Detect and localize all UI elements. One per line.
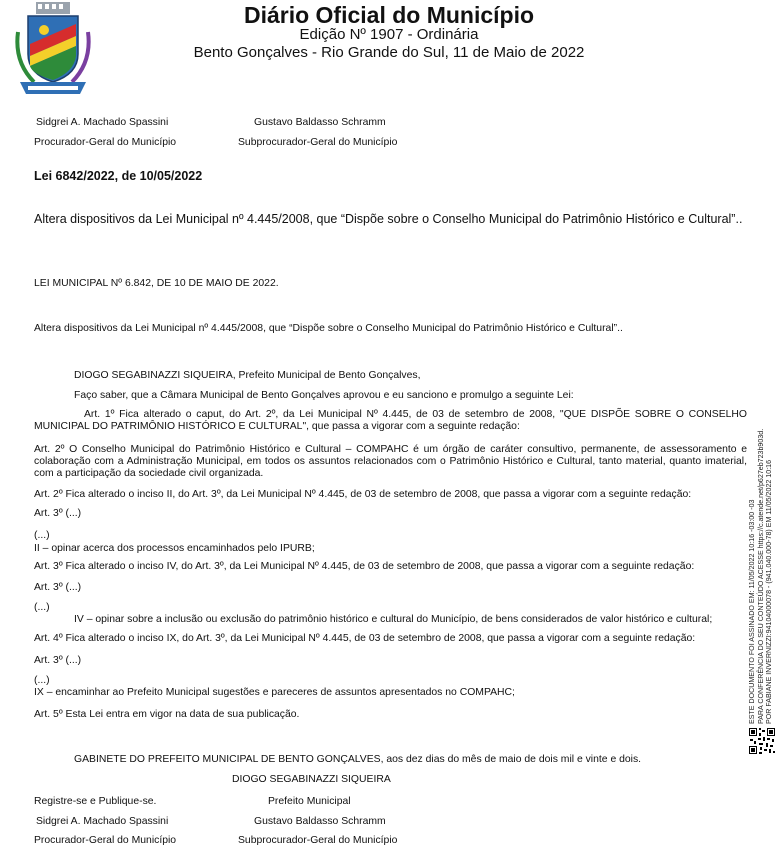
article-5: Art. 5º Esta Lei entra em vigor na data de sua publicação. xyxy=(34,709,300,720)
stamp-line-2: PARA CONFERÊNCIA DO SEU CONTEÚDO ACESSE https://c.atende.net/p627eb723b903d. xyxy=(756,428,765,724)
bottom-left-signer-name: Sidgrei A. Machado Spassini xyxy=(36,816,169,827)
article-3-ref-a: Art. 3º (...) xyxy=(34,508,82,519)
article-2-text: Art. 2º O Conselho Municipal do Patrimônio Histórico e Cultural – COMPAHC é um órgão de caráter consultivo, permanente, de assessoramento e colaboração com a Administração Municipal, em todos os assuntos relacionados com o Patrimônio Histórico e Cultural, tanto material, quanto imaterial, com a participação da sociedade civil organizada. xyxy=(34,444,747,479)
mayor-signature-title: Prefeito Municipal xyxy=(268,796,351,807)
bottom-left-signer-role: Procurador-Geral do Município xyxy=(34,835,177,846)
article-3-ref-b: Art. 3º (...) xyxy=(34,582,82,593)
mayor-line: DIOGO SEGABINAZZI SIQUEIRA, Prefeito Municipal de Bento Gonçalves, xyxy=(74,370,421,381)
decree-line: Faço saber, que a Câmara Municipal de Bento Gonçalves aprovou e eu sanciono e promulgo a seguinte Lei: xyxy=(74,390,574,401)
top-right-signer-role: Subprocurador-Geral do Município xyxy=(238,137,398,148)
ellipsis-a: (...) xyxy=(34,530,50,541)
article-2-amendment: Art. 2º Fica alterado o inciso II, do Art. 3º, da Lei Municipal Nº 4.445, de 03 de setembro de 2008, que passa a vigorar com a seguinte redação: xyxy=(34,489,692,500)
law-ementa: Altera dispositivos da Lei Municipal nº 4.445/2008, que “Dispõe sobre o Conselho Municipal do Patrimônio Histórico e Cultural”.. xyxy=(34,323,623,334)
inciso-ii: II – opinar acerca dos processos encaminhados pelo IPURB; xyxy=(34,543,315,554)
law-heading: Lei 6842/2022, de 10/05/2022 xyxy=(34,169,203,183)
law-summary: Altera dispositivos da Lei Municipal nº 4.445/2008, que “Dispõe sobre o Conselho Municipal do Patrimônio Histórico e Cultural”.. xyxy=(34,212,743,226)
stamp-line-3: POR FABIANE INVERNIZZI:94104000078 - (941.040.000-78) EM 11/05/2022 10:16 xyxy=(765,459,774,724)
bottom-right-signer-name: Gustavo Baldasso Schramm xyxy=(254,816,386,827)
gazette-title: Diário Oficial do Município xyxy=(243,2,535,28)
ellipsis-c: (...) xyxy=(34,675,50,686)
top-left-signer-role: Procurador-Geral do Município xyxy=(34,137,177,148)
closing-line: GABINETE DO PREFEITO MUNICIPAL DE BENTO GONÇALVES, aos dez dias do mês de maio de dois mil e vinte e dois. xyxy=(74,754,642,765)
location-date-line: Bento Gonçalves - Rio Grande do Sul, 11 de Maio de 2022 xyxy=(193,44,585,61)
top-left-signer-name: Sidgrei A. Machado Spassini xyxy=(36,117,169,128)
mayor-signature-name: DIOGO SEGABINAZZI SIQUEIRA xyxy=(232,774,391,785)
article-3-ref-c: Art. 3º (...) xyxy=(34,655,82,666)
inciso-iv: IV – opinar sobre a inclusão ou exclusão do patrimônio histórico e cultural do Município, de bens considerados de valor histórico e cultural; xyxy=(74,614,713,625)
top-right-signer-name: Gustavo Baldasso Schramm xyxy=(254,117,386,128)
edition-line: Edição Nº 1907 - Ordinária xyxy=(299,26,479,43)
inciso-ix: IX – encaminhar ao Prefeito Municipal sugestões e pareceres de assuntos apresentados no COMPAHC; xyxy=(34,687,515,698)
register-publish-line: Registre-se e Publique-se. xyxy=(34,796,157,807)
article-3-amendment: Art. 3º Fica alterado o inciso IV, do Art. 3º, da Lei Municipal Nº 4.445, de 03 de setembro de 2008, que passa a vigorar com a seguinte redação: xyxy=(34,561,695,572)
law-title-line: LEI MUNICIPAL Nº 6.842, DE 10 DE MAIO DE 2022. xyxy=(34,278,279,289)
article-1: Art. 1º Fica alterado o caput, do Art. 2º, da Lei Municipal Nº 4.445, de 03 de setembro de 2008, "QUE DISPÕE SOBRE O CONSELHO MUNICIPAL DO PATRIMÔNIO HISTÓRICO E CULTURAL", que passa a vigorar com a seguinte redação: xyxy=(34,409,747,432)
bottom-right-signer-role: Subprocurador-Geral do Município xyxy=(238,835,398,846)
digital-signature-stamp xyxy=(748,364,774,724)
stamp-line-1: ESTE DOCUMENTO FOI ASSINADO EM: 11/05/2022 10:16 -03:00 -03 xyxy=(748,499,756,724)
qr-code-icon xyxy=(748,727,776,755)
ellipsis-b: (...) xyxy=(34,602,50,613)
article-4-amendment: Art. 4º Fica alterado o inciso IX, do Art. 3º, da Lei Municipal Nº 4.445, de 03 de setembro de 2008, que passa a vigorar com a seguinte redação: xyxy=(34,633,696,644)
